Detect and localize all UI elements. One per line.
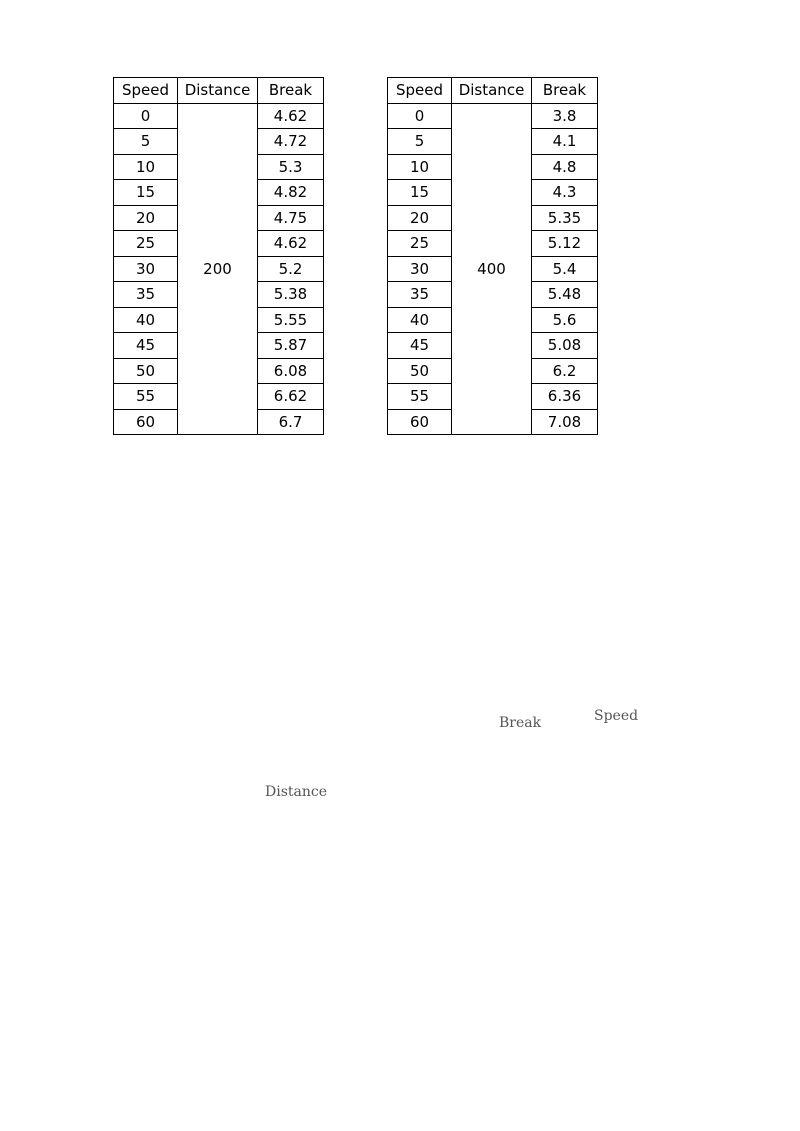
- cell-break: 4.1: [532, 129, 598, 155]
- table-row: [388, 103, 598, 129]
- table-row: [114, 103, 324, 129]
- header-break: Break: [532, 78, 598, 104]
- chart-stems: [0, 440, 94, 494]
- z-axis-label: Break: [499, 715, 542, 731]
- cell-speed: 50: [114, 358, 178, 384]
- cell-speed: 10: [388, 154, 452, 180]
- y-axis-label: Speed: [594, 708, 639, 724]
- scatter-3d-chart: [0, 440, 800, 820]
- table-header-row: [388, 78, 598, 104]
- cell-speed: 50: [388, 358, 452, 384]
- cell-break: 4.8: [532, 154, 598, 180]
- data-table-left: [113, 77, 324, 435]
- cell-speed: 20: [114, 205, 178, 231]
- cell-speed: 25: [388, 231, 452, 257]
- cell-break: 6.2: [532, 358, 598, 384]
- cell-break: 5.08: [532, 333, 598, 359]
- x-axis-line: [0, 440, 254, 504]
- cell-speed: 40: [114, 307, 178, 333]
- header-distance: Distance: [178, 78, 258, 104]
- header-break: Break: [258, 78, 324, 104]
- cell-break: 5.2: [258, 256, 324, 282]
- table-header-row: [114, 78, 324, 104]
- cell-speed: 35: [388, 282, 452, 308]
- cell-break: 4.72: [258, 129, 324, 155]
- cell-break: 5.3: [258, 154, 324, 180]
- cell-speed: 15: [388, 180, 452, 206]
- header-distance: Distance: [452, 78, 532, 104]
- cell-speed: 30: [114, 256, 178, 282]
- cell-distance: 200: [178, 103, 258, 435]
- cell-break: 6.08: [258, 358, 324, 384]
- cell-speed: 45: [114, 333, 178, 359]
- cell-speed: 45: [388, 333, 452, 359]
- cell-speed: 0: [114, 103, 178, 129]
- cell-break: 5.35: [532, 205, 598, 231]
- cell-speed: 60: [114, 409, 178, 435]
- cell-speed: 55: [388, 384, 452, 410]
- cell-break: 3.8: [532, 103, 598, 129]
- chart-box-back: [0, 440, 415, 504]
- cell-break: 4.75: [258, 205, 324, 231]
- cell-break: 5.87: [258, 333, 324, 359]
- cell-speed: 20: [388, 205, 452, 231]
- x-axis-label: Distance: [265, 784, 328, 800]
- chart-ticks: [0, 440, 433, 509]
- cell-break: 5.48: [532, 282, 598, 308]
- cell-speed: 40: [388, 307, 452, 333]
- cell-break: 5.4: [532, 256, 598, 282]
- cell-speed: 55: [114, 384, 178, 410]
- cell-distance: 400: [452, 103, 532, 435]
- header-speed: Speed: [388, 78, 452, 104]
- cell-break: 6.36: [532, 384, 598, 410]
- cell-break: 4.82: [258, 180, 324, 206]
- cell-speed: 30: [388, 256, 452, 282]
- cell-speed: 60: [388, 409, 452, 435]
- cell-break: 5.55: [258, 307, 324, 333]
- cell-speed: 35: [114, 282, 178, 308]
- cell-break: 4.62: [258, 231, 324, 257]
- header-speed: Speed: [114, 78, 178, 104]
- cell-speed: 5: [114, 129, 178, 155]
- cell-break: 4.62: [258, 103, 324, 129]
- cell-speed: 10: [114, 154, 178, 180]
- cell-speed: 5: [388, 129, 452, 155]
- cell-break: 5.12: [532, 231, 598, 257]
- cell-break: 5.38: [258, 282, 324, 308]
- cell-speed: 15: [114, 180, 178, 206]
- cell-speed: 25: [114, 231, 178, 257]
- cell-speed: 0: [388, 103, 452, 129]
- cell-break: 6.7: [258, 409, 324, 435]
- chart-box-front: [0, 440, 415, 504]
- cell-break: 6.62: [258, 384, 324, 410]
- cell-break: 7.08: [532, 409, 598, 435]
- cell-break: 4.3: [532, 180, 598, 206]
- cell-break: 5.6: [532, 307, 598, 333]
- data-table-right: [387, 77, 598, 435]
